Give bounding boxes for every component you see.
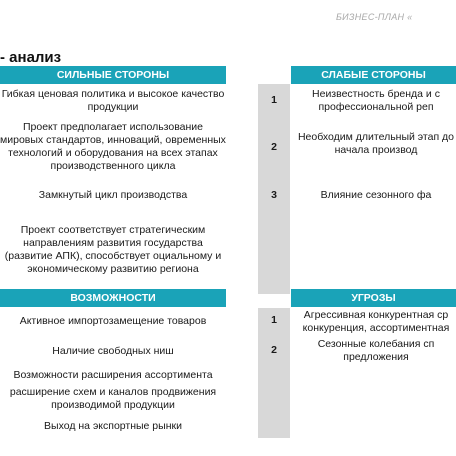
opportunity-item: Наличие свободных ниш [52, 344, 174, 357]
opportunities-header: ВОЗМОЖНОСТИ [0, 289, 226, 307]
weakness-number: 1 [271, 94, 277, 106]
strength-item: Гибкая ценовая политика и высокое качество продукции [1, 88, 225, 113]
weakness-item-text: Влияние сезонного фа [320, 188, 432, 201]
opportunity-item: Возможности расширения ассортимента [13, 368, 213, 381]
threat-number-column [258, 308, 290, 438]
threat-number: 2 [271, 344, 277, 356]
weakness-number: 2 [271, 141, 277, 153]
opportunity-item: Активное импортозамещение товаров [19, 314, 207, 327]
threats-header: УГРОЗЫ [291, 289, 456, 307]
weakness-item [296, 128, 456, 160]
strengths-header: СИЛЬНЫЕ СТОРОНЫ [0, 66, 226, 84]
strength-item: Замкнутый цикл производства [38, 188, 188, 201]
threat-item-text: Сезонные колебания сп предложения [317, 338, 435, 363]
weakness-item-text: Необходим длительный этап до начала производ [297, 131, 455, 156]
weakness-item [296, 86, 456, 116]
weaknesses-header: СЛАБЫЕ СТОРОНЫ [291, 66, 456, 84]
document-header-note: БИЗНЕС-ПЛАН « [336, 12, 413, 22]
threat-item [296, 336, 456, 366]
threat-number: 1 [271, 314, 277, 326]
weakness-item-text: Неизвестность бренда и с профессиональной реп [312, 88, 440, 113]
strength-item: Проект предполагает использование мировых стандартов, инноваций, овременных технологий и оборудования на всех этапах производственного цикла [0, 121, 226, 172]
swot-table [0, 66, 456, 438]
opportunity-item: расширение схем и каналов продвижения производимой продукции [9, 386, 217, 411]
threat-item-text: Агрессивная конкурентная ср конкуренция, ассортиментная [302, 309, 450, 334]
strength-item: Проект соответствует стратегическим направлениям развития государства (развитие АПК), способствует оциальному и экономическому развитию региона [4, 224, 222, 275]
weakness-item [296, 184, 456, 206]
weakness-number: 3 [271, 189, 277, 201]
opportunity-item: Выход на экспортные рынки [44, 419, 182, 432]
threat-item [296, 307, 456, 337]
page-title: - анализ [0, 49, 62, 66]
